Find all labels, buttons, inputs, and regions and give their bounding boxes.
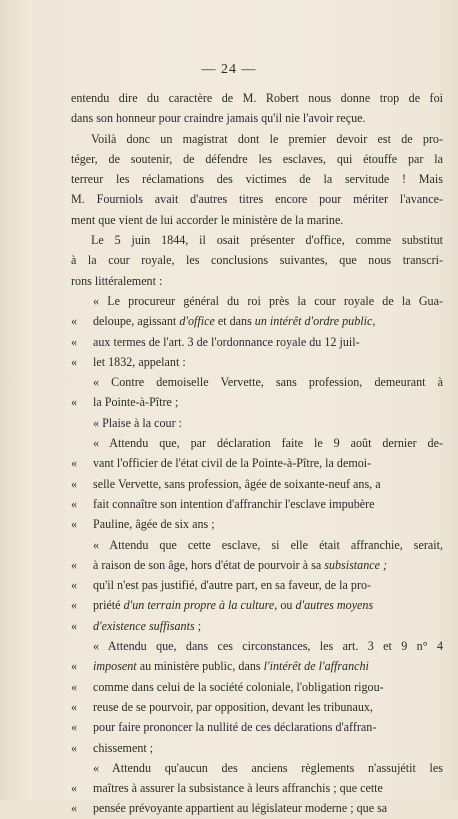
quote-line: « d'existence suffisants ; xyxy=(71,616,443,636)
body-text xyxy=(71,88,443,819)
guillemet: « xyxy=(71,517,78,532)
guillemet: « xyxy=(71,679,78,694)
text-line: à la cour royale, les conclusions suivantes, que nous transcri- xyxy=(71,253,443,268)
guillemet: « xyxy=(71,618,78,633)
guillemet: « xyxy=(71,557,78,572)
quote-line: « Plaise à la cour : xyxy=(93,415,182,430)
quote-line: « Pauline, âgée de six ans ; xyxy=(71,514,443,534)
guillemet: « xyxy=(71,801,78,816)
text-line: entendu dire du caractère de M. Robert nous donne trop de foi xyxy=(71,91,443,105)
quote-line: « maîtres à assurer la subsistance à leurs affranchis ; que cette xyxy=(71,778,443,798)
quote-line: « imposent au ministère public, dans l'intérêt de l'affranchi xyxy=(71,656,443,676)
text-line: ment que vient de lui accorder le ministère de la marine. xyxy=(71,212,344,227)
guillemet: « xyxy=(71,334,78,349)
quote-line: « chissement ; xyxy=(71,738,443,758)
guillemet: « xyxy=(71,496,78,511)
quote-line: « selle Vervette, sans profession, âgée de soixante-neuf ans, a xyxy=(71,474,443,494)
guillemet: « xyxy=(71,720,78,735)
guillemet: « xyxy=(71,781,78,796)
quote-line: « comme dans celui de la société coloniale, l'obligation rigou- xyxy=(71,677,443,697)
quote-line: « aux termes de l'art. 3 de l'ordonnance royale du 12 juil- xyxy=(71,332,443,352)
guillemet: « xyxy=(71,314,78,329)
quote-line: « Attendu que, dans ces circonstances, les art. 3 et 9 n° 4 xyxy=(93,639,443,654)
quote-line: « fait connaître son intention d'affranchir l'esclave impubère xyxy=(71,494,443,514)
text-line: téger, de soutenir, de défendre les esclaves, qui étouffe par la xyxy=(71,151,443,166)
quote-line: « Le procureur général du roi près la cour royale de la Gua- xyxy=(93,293,443,308)
text-line: terreur les réclamations des victimes de la servitude ! Mais xyxy=(71,172,443,187)
quote-line: « reuse de se pourvoir, par opposition, devant les tribunaux, xyxy=(71,697,443,717)
quote-line: « Contre demoiselle Vervette, sans profession, demeurant à xyxy=(93,375,443,390)
quote-line: « Attendu que, par déclaration faite le 9 août dernier de- xyxy=(93,436,443,451)
quote-line: « pour faire prononcer la nullité de ces déclarations d'affran- xyxy=(71,717,443,737)
guillemet: « xyxy=(71,354,78,369)
quote-line: « Attendu que cette esclave, si elle était affranchie, serait, xyxy=(93,537,443,552)
guillemet: « xyxy=(71,699,78,714)
guillemet: « xyxy=(71,578,78,593)
text-line: rons littéralement : xyxy=(71,273,163,288)
quote-line: « pensée prévoyante appartient au législateur moderne ; que sa xyxy=(71,798,443,818)
guillemet: « xyxy=(71,740,78,755)
quote-line: « priété d'un terrain propre à la culture, ou d'autres moyens xyxy=(71,595,443,615)
quote-line: « la Pointe-à-Pître ; xyxy=(71,392,443,412)
text-line: Voilà donc un magistrat dont le premier devoir est de pro- xyxy=(91,131,443,146)
text-line: M. Fourniols avait d'autres titres encore pour mériter l'avance- xyxy=(71,192,443,207)
quote-line: « Attendu qu'aucun des anciens règlements n'assujétit les xyxy=(93,760,443,775)
guillemet: « xyxy=(71,395,78,410)
text-line: dans son honneur pour craindre jamais qu'il nie l'avoir reçue. xyxy=(71,111,366,126)
quote-line: « qu'il n'est pas justifié, d'autre part, en sa faveur, de la pro- xyxy=(71,575,443,595)
quote-line: « à raison de son âge, hors d'état de pourvoir à sa subsistance ; xyxy=(71,555,443,575)
guillemet: « xyxy=(71,456,78,471)
quote-line: « vant l'officier de l'état civil de la Pointe-à-Pître, la demoi- xyxy=(71,453,443,473)
quote-line: « let 1832, appelant : xyxy=(71,352,443,372)
guillemet: « xyxy=(71,598,78,613)
guillemet: « xyxy=(71,476,78,491)
quote-line: « deloupe, agissant d'office et dans un intérêt d'ordre public, xyxy=(71,311,443,331)
page-number: — 24 — xyxy=(201,62,257,77)
text-line: Le 5 juin 1844, il osait présenter d'office, comme substitut xyxy=(91,233,443,248)
guillemet: « xyxy=(71,659,78,674)
